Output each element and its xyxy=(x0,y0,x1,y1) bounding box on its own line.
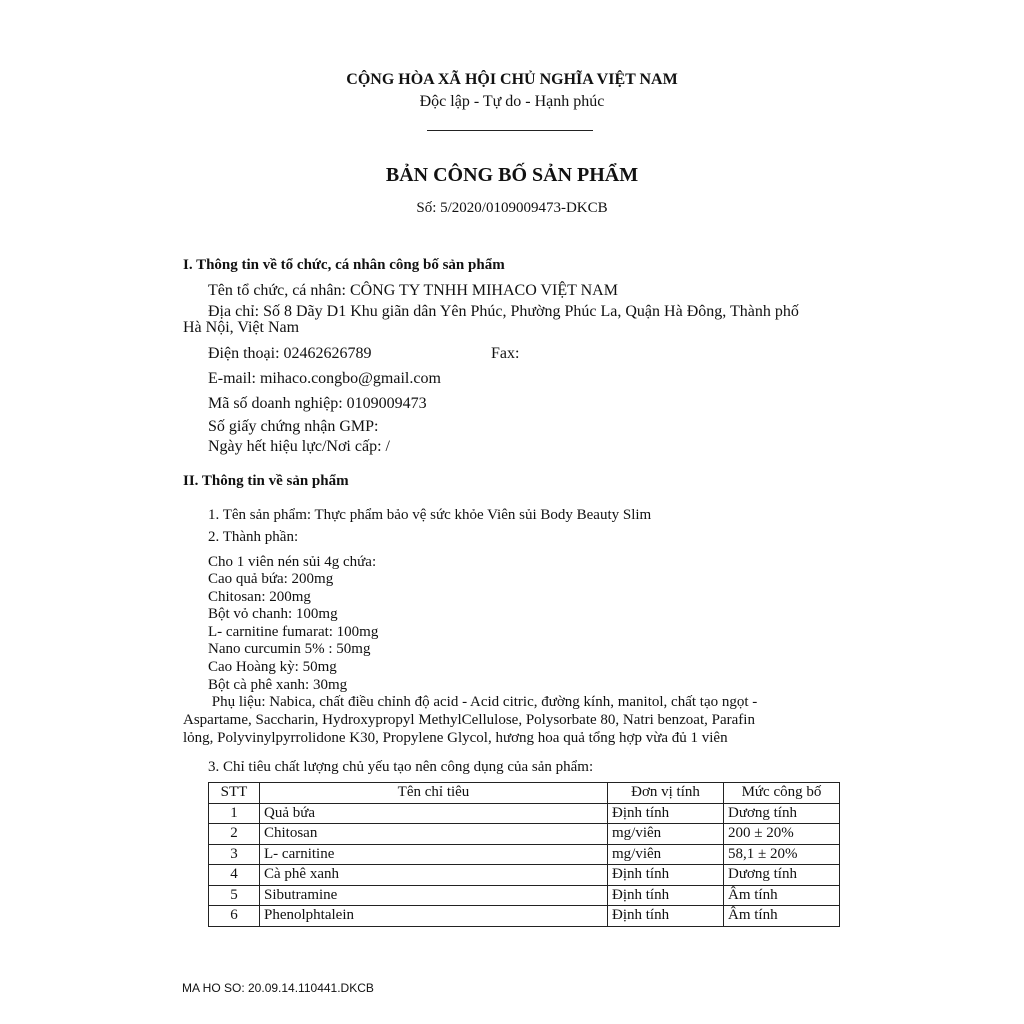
table-row xyxy=(209,885,840,906)
ingredient-line: Cho 1 viên nén sủi 4g chứa: xyxy=(208,554,377,570)
cell-level: Dương tính xyxy=(724,803,840,824)
header-divider xyxy=(427,130,593,131)
cell-stt: 5 xyxy=(209,885,260,906)
quality-label: 3. Chỉ tiêu chất lượng chủ yếu tạo nên công dụng của sản phẩm: xyxy=(208,759,594,775)
cell-unit: Định tính xyxy=(608,885,724,906)
cell-criterion: L- carnitine xyxy=(260,844,608,865)
cell-level: Dương tính xyxy=(724,865,840,886)
ingredient-line: Nano curcumin 5% : 50mg xyxy=(208,641,371,657)
header-unit: Đơn vị tính xyxy=(608,783,724,804)
motto: Độc lập - Tự do - Hạnh phúc xyxy=(419,93,605,110)
fax: Fax: xyxy=(491,345,520,362)
table-header-row xyxy=(209,783,840,804)
table-row xyxy=(209,865,840,886)
excipients-line: Phụ liệu: Nabica, chất điều chỉnh độ acid - Acid citric, đường kính, manitol, chất tạo ngọt - xyxy=(208,694,758,710)
cell-criterion: Phenolphtalein xyxy=(260,906,608,927)
cell-criterion: Chitosan xyxy=(260,824,608,845)
document-title: BẢN CÔNG BỐ SẢN PHẨM xyxy=(385,164,639,186)
dossier-code: MA HO SO: 20.09.14.110441.DKCB xyxy=(182,981,374,995)
document-number: Số: 5/2020/0109009473-DKCB xyxy=(416,200,608,216)
header-criterion: Tên chỉ tiêu xyxy=(260,783,608,804)
cell-stt: 2 xyxy=(209,824,260,845)
header-declared-level: Mức công bố xyxy=(724,783,840,804)
cell-stt: 1 xyxy=(209,803,260,824)
ingredients-label: 2. Thành phần: xyxy=(208,529,299,545)
quality-table xyxy=(208,782,840,927)
cell-unit: mg/viên xyxy=(608,844,724,865)
table-row xyxy=(209,844,840,865)
cell-unit: Định tính xyxy=(608,865,724,886)
republic-heading: CỘNG HÒA XÃ HỘI CHỦ NGHĨA VIỆT NAM xyxy=(346,71,678,88)
cell-level: Âm tính xyxy=(724,885,840,906)
table-row xyxy=(209,824,840,845)
cell-level: Âm tính xyxy=(724,906,840,927)
cell-unit: Định tính xyxy=(608,803,724,824)
excipients-line: Aspartame, Saccharin, Hydroxypropyl MethylCellulose, Polysorbate 80, Natri benzoat, Parafin xyxy=(183,712,755,728)
phone: Điện thoại: 02462626789 xyxy=(208,345,372,362)
address-line2: Hà Nội, Việt Nam xyxy=(183,319,300,336)
cell-stt: 6 xyxy=(209,906,260,927)
cell-criterion: Cà phê xanh xyxy=(260,865,608,886)
cell-criterion: Quả bứa xyxy=(260,803,608,824)
cell-stt: 3 xyxy=(209,844,260,865)
ingredient-line: Chitosan: 200mg xyxy=(208,589,311,605)
section1-heading: I. Thông tin về tổ chức, cá nhân công bố sản phẩm xyxy=(183,257,505,273)
ingredient-line: Bột cà phê xanh: 30mg xyxy=(208,677,348,693)
product-name: 1. Tên sản phẩm: Thực phẩm bảo vệ sức khỏe Viên sủi Body Beauty Slim xyxy=(208,507,652,523)
ingredient-line: L- carnitine fumarat: 100mg xyxy=(208,624,379,640)
header-stt: STT xyxy=(209,783,260,804)
cell-unit: Định tính xyxy=(608,906,724,927)
tax-code: Mã số doanh nghiệp: 0109009473 xyxy=(208,395,427,412)
table-row xyxy=(209,906,840,927)
ingredient-line: Bột vỏ chanh: 100mg xyxy=(208,606,338,622)
org-name: Tên tổ chức, cá nhân: CÔNG TY TNHH MIHACO VIỆT NAM xyxy=(208,282,618,299)
gmp-expiry: Ngày hết hiệu lực/Nơi cấp: / xyxy=(208,438,390,455)
cell-stt: 4 xyxy=(209,865,260,886)
cell-level: 200 ± 20% xyxy=(724,824,840,845)
address-line1: Địa chỉ: Số 8 Dãy D1 Khu giãn dân Yên Phúc, Phường Phúc La, Quận Hà Đông, Thành phố xyxy=(208,303,799,320)
gmp-number: Số giấy chứng nhận GMP: xyxy=(208,418,379,435)
excipients-line: lỏng, Polyvinylpyrrolidone K30, Propylene Glycol, hương hoa quả tổng hợp vừa đủ 1 viên xyxy=(183,730,728,746)
cell-unit: mg/viên xyxy=(608,824,724,845)
email: E-mail: mihaco.congbo@gmail.com xyxy=(208,370,441,387)
ingredient-line: Cao quả bứa: 200mg xyxy=(208,571,334,587)
table-row xyxy=(209,803,840,824)
cell-criterion: Sibutramine xyxy=(260,885,608,906)
ingredient-line: Cao Hoàng kỳ: 50mg xyxy=(208,659,337,675)
cell-level: 58,1 ± 20% xyxy=(724,844,840,865)
section2-heading: II. Thông tin về sản phẩm xyxy=(183,473,349,489)
